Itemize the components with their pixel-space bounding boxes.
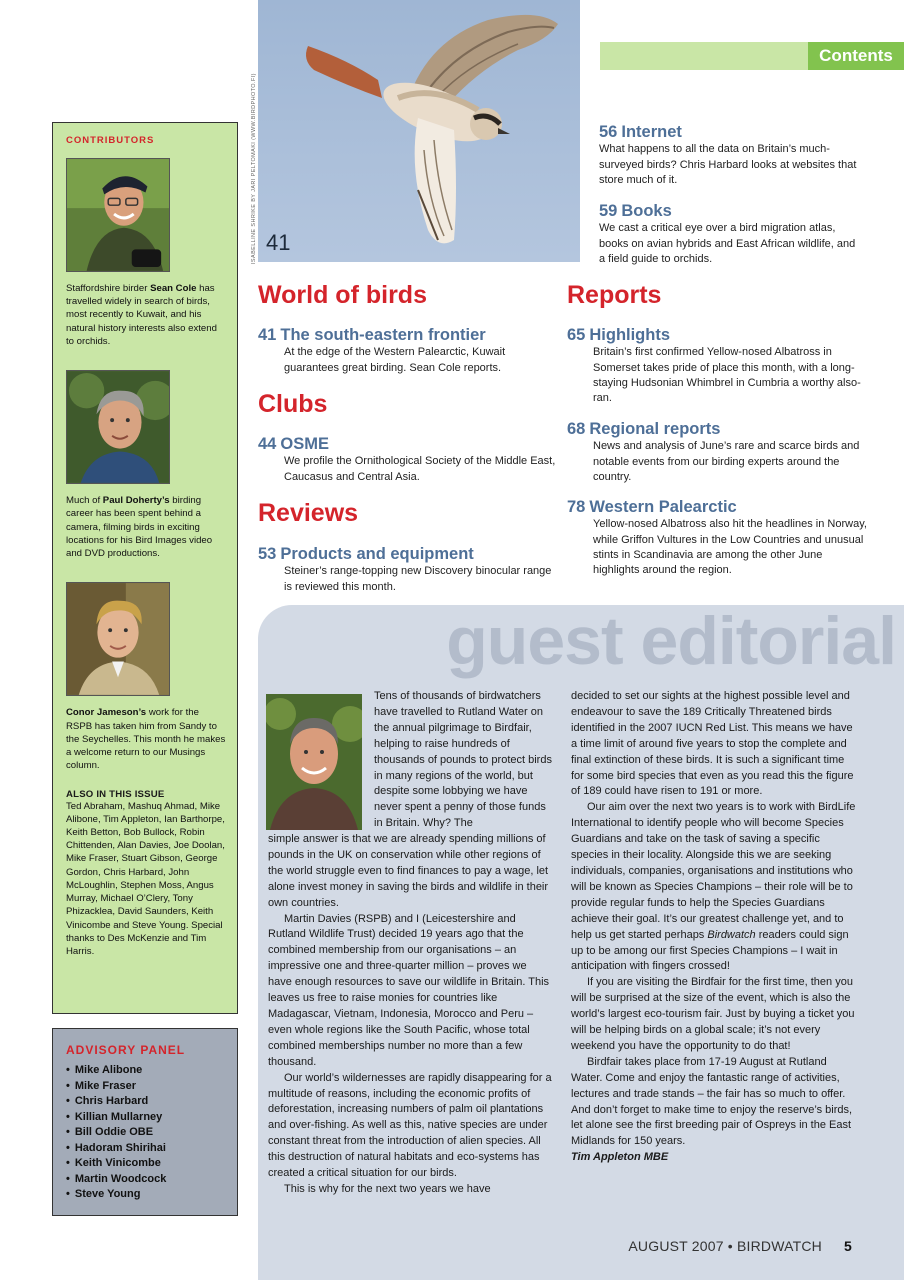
entry-title: 53 Products and equipment: [258, 545, 474, 563]
advisory-member: • Mike Alibone: [66, 1063, 227, 1079]
entry-description: Steiner’s range-topping new Discovery binocular range is reviewed this month.: [284, 565, 552, 593]
advisory-member: • Keith Vinicombe: [66, 1156, 227, 1172]
page-footer: [628, 1238, 852, 1254]
advisory-title: ADVISORY PANEL: [66, 1043, 186, 1057]
advisory-member: • Chris Harbard: [66, 1094, 227, 1110]
photo-credit: ISABELLINE SHRIKE BY JARI PELTOMAKI (WWW.BIRDPHOTO.FI): [251, 73, 257, 264]
entry-title: 65 Highlights: [567, 326, 671, 344]
section-title-world-of-birds: World of birds: [258, 281, 427, 309]
contributors-panel: [52, 122, 238, 1014]
entry-description: At the edge of the Western Palearctic, Kuwait guarantees great birding. Sean Cole reports.: [284, 346, 506, 374]
bio-sean-cole: Staffordshire birder Sean Cole has travelled widely in search of birds, most recently to Kuwait, and his natural history interests also extend to orchids.: [66, 283, 217, 347]
bio-conor-jameson: Conor Jameson’s work for the RSPB has taken him from Sandy to the Seychelles. This month he makes a welcome return to our Musings column.: [66, 707, 226, 772]
contents-entry-regional-reports[interactable]: [567, 420, 867, 485]
contents-entry-products-equipment[interactable]: [258, 545, 558, 595]
entry-title: 56 Internet: [599, 123, 682, 141]
shrike-photo[interactable]: [258, 0, 580, 262]
contents-entry-osme[interactable]: [258, 435, 558, 485]
contents-entry-internet[interactable]: [599, 123, 859, 188]
guest-editorial-heading: guest editorial: [446, 603, 896, 679]
contents-entry-south-eastern-frontier[interactable]: [258, 326, 558, 376]
entry-description: We cast a critical eye over a bird migration atlas, books on avian hybrids and East African wildlife, and a field guide to orchids.: [599, 222, 856, 265]
bio-paul-doherty: Much of Paul Doherty’s birding career has been spent behind a camera, filming birds in exciting locations for his Bird Images video and DVD productions.: [66, 495, 213, 560]
contributors-heading: CONTRIBUTORS: [66, 135, 155, 146]
contents-tab: [600, 42, 904, 70]
editorial-signature: Tim Appleton MBE: [571, 1151, 669, 1164]
advisory-panel: [52, 1028, 238, 1216]
contents-entry-western-palearctic[interactable]: [567, 498, 867, 579]
section-title-reports: Reports: [567, 281, 662, 309]
section-title-clubs: Clubs: [258, 390, 328, 418]
editorial-p6: If you are visiting the Birdfair for the first time, then you will be surprised at the size of the event, which is also the world’s largest eco-tourism fair. Just by buying a ticket you will be helping birds on a global scale; it’s not every weekend you have the opportunity to do that!: [571, 976, 855, 1052]
portrait-conor-jameson: [66, 582, 170, 696]
advisory-list: [66, 1063, 227, 1203]
contents-entry-highlights[interactable]: [567, 326, 867, 407]
contents-label: Contents: [808, 42, 904, 70]
entry-description: What happens to all the data on Britain’s much-surveyed birds? Chris Harbard looks at websites that store much of it.: [599, 143, 857, 186]
editorial-col1: simple answer is that we are already spending millions of pounds in the UK on conservation while other regions of the world struggle even to find finances to pay a wage, let alone invest money in saving the birds and wildlife in their own countries. Martin Davies (RSPB) and I (Leicestershire and Rutland Wildlife Trust) decided 19 years ago that the combined membership from our organisations – an impressive one and three-quarter million – proves we have enough resources to save our wildlife in Britain. This leaves us free to raise monies for countries like Madagascar, Vietnam, Indonesia, Morocco and Peru – even whole regions like the South Pacific, whose total combined memberships number no more than a few thousand. Our world’s wildernesses are rapidly disappearing for a multitude of reasons, including the economic profits of deforestation, increasing numbers of palm oil plantations and over-fishing. As well as this, native species are under constant threat from the introduction of alien species. All this destruction of natural habitats and eco-systems has created a critical situation for our birds. This is why for the next two years we have: [268, 833, 552, 1195]
editorial-col1-top: Tens of thousands of birdwatchers have travelled to Rutland Water on the annual pilgrimage to Birdfair, helping to raise hundreds of thousands of pounds to protect birds in many regions of the world, but despite some lobbying we have never spent a penny of those funds in Britain. Why? The: [374, 690, 552, 830]
advisory-member: • Hadoram Shirihai: [66, 1141, 227, 1157]
advisory-member: • Mike Fraser: [66, 1079, 227, 1095]
entry-title: 41 The south-eastern frontier: [258, 326, 486, 344]
entry-description: We profile the Ornithological Society of the Middle East, Caucasus and Central Asia.: [284, 455, 556, 483]
entry-description: Yellow-nosed Albatross also hit the headlines in Norway, while Griffon Vultures in the Low Countries and unusual stints in Scandinavia are among the other June highlights around the region.: [593, 518, 867, 577]
page-number: 5: [844, 1238, 852, 1254]
section-title-reviews: Reviews: [258, 499, 359, 527]
flying-bird-illustration: [258, 0, 580, 262]
entry-title: 59 Books: [599, 202, 672, 220]
editorial-p7: Birdfair takes place from 17-19 August at Rutland Water. Come and enjoy the fantastic range of activities, lectures and trade stands – the fair has so much to offer. And don’t forget to make time to enjoy the reserve’s birds, let alone see the first breeding pair of Ospreys in the East Midlands for 150 years.: [571, 1055, 853, 1148]
advisory-member: • Killian Mullarney: [66, 1110, 227, 1126]
portrait-paul-doherty: [66, 370, 170, 484]
entry-title: 78 Western Palearctic: [567, 498, 737, 516]
advisory-member: • Steve Young: [66, 1187, 227, 1203]
entry-title: 44 OSME: [258, 435, 329, 453]
entry-description: News and analysis of June’s rare and scarce birds and notable events from our birding experts around the country.: [593, 440, 860, 483]
portrait-sean-cole: [66, 158, 170, 272]
advisory-member: • Martin Woodcock: [66, 1172, 227, 1188]
photo-page-reference: 41: [266, 230, 291, 255]
also-in-issue-heading: ALSO IN THIS ISSUE: [66, 788, 165, 800]
editorial-col2: decided to set our sights at the highest possible level and endeavour to save the 189 Critically Threatened birds identified in the 2007 IUCN Red List. This means we have a time limit of around five years to stop the complete and final extinction of these birds. It is such a significant time for some bird species that even as you read this the figure of 189 could have risen to 191 or more. Our aim over the next two years is to work with BirdLife International to identify people who will become Species Guardians and take on the task of saving a specific species in their locality. Alongside this we are seeking individuals, companies, organisations and institutions who will be known as Species Champions – their role will be to provide regular funds to help the Species Guardians achieve their goal. It’s our greatest challenge yet, and to help us get started perhaps Birdwatch readers could sign up to be among our first Species Champions – I wait in anticipation with fingers crossed! If you are visiting the Birdfair for the first time, then you will be surprised at the size of the event, which is also the world’s largest eco-tourism fair. Just by buying a ticket you will be helping birds on a global scale; it’s not every weekend you have the opportunity to do that! Birdfair takes place from 17-19 August at Rutland Water. Come and enjoy the fantastic range of activities, lectures and trade stands – the fair has so much to offer. And don’t forget to make time to enjoy the reserve’s birds, let alone see the first breeding pair of Ospreys in the East Midlands for 150 years. Tim Appleton MBE: [571, 689, 857, 1166]
entry-description: Britain’s first confirmed Yellow-nosed Albatross in Somerset takes pride of place this month, with a long-staying Hudsonian Whimbrel in Cumbria a worthy also-ran.: [593, 346, 861, 405]
editor-portrait: [266, 694, 362, 830]
contents-entry-books[interactable]: [599, 202, 859, 267]
also-in-issue-text: Ted Abraham, Mashuq Ahmad, Mike Alibone, Tim Appleton, Ian Barthorpe, Keith Betton, Bob Bullock, Robin Chittenden, Alan Davies, Joe Doolan, Mike Fraser, Stuart Gibson, George Gordon, Chris Harbard, John McLoughlin, Stephen Moss, Angus Murray, Michael O’Clery, Tony Phizacklea, David Saunders, Keith Vinicombe and Steve Young. Special thanks to Des McKenzie and Tim Harris.: [66, 800, 225, 958]
advisory-member: • Bill Oddie OBE: [66, 1125, 227, 1141]
issue-label: AUGUST 2007 • BIRDWATCH: [628, 1238, 822, 1254]
entry-title: 68 Regional reports: [567, 420, 721, 438]
